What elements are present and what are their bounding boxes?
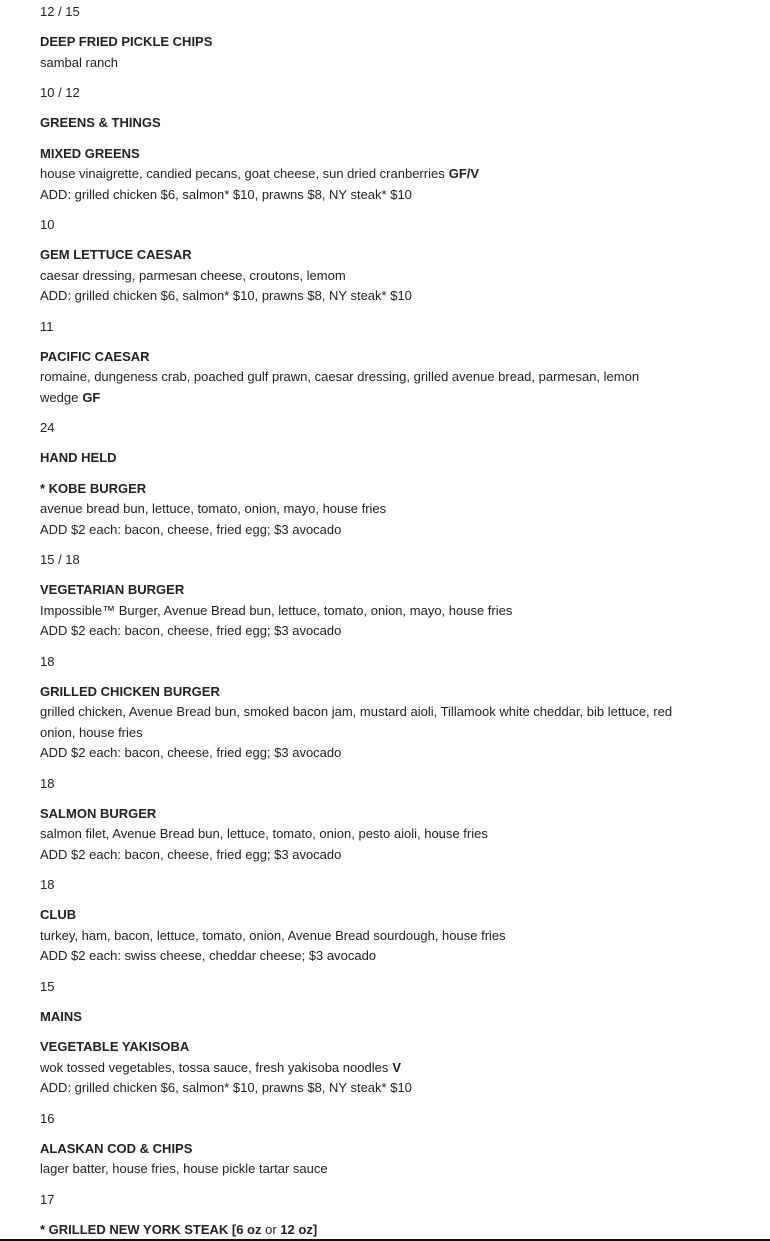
item-name: PACIFIC CAESAR	[40, 348, 150, 364]
item-addons: ADD $2 each: bacon, cheese, fried egg; $3 avocado	[40, 846, 342, 862]
item-description: grilled chicken, Avenue Bread bun, smoked bacon jam, mustard aioli, Tillamook white cheddar, bib lettuce, red	[40, 704, 673, 719]
section-title: HAND HELD	[40, 450, 117, 465]
item-description: caesar dressing, parmesan cheese, croutons, lemom	[40, 267, 346, 283]
item-price: 12 / 15	[40, 4, 80, 19]
item-price: 15	[40, 978, 55, 994]
item-price: 17	[40, 1191, 55, 1207]
item-name: ALASKAN COD & CHIPS	[40, 1140, 193, 1156]
item-name: DEEP FRIED PICKLE CHIPS	[40, 34, 213, 49]
item-addons: ADD $2 each: bacon, cheese, fried egg; $3 avocado	[40, 521, 342, 537]
diet-tag: GF	[82, 389, 101, 405]
item-price: 18	[40, 653, 55, 669]
item-addons: ADD: grilled chicken $6, salmon* $10, prawns $8, NY steak* $10	[40, 186, 412, 202]
item-description-text: house vinaigrette, candied pecans, goat cheese, sun dried cranberries	[40, 166, 445, 181]
item-price: 16	[40, 1110, 55, 1126]
menu-item-grilled-chicken-burger	[40, 682, 730, 764]
section-greens	[40, 113, 730, 134]
section-title: MAINS	[40, 1008, 82, 1024]
item-description-cont: onion, house fries	[40, 724, 143, 740]
menu-item-alaskan-cod	[40, 1139, 730, 1180]
item-name-text: * GRILLED NEW YORK STEAK [	[40, 1221, 237, 1237]
item-description	[40, 164, 730, 185]
item-price: 15 / 18	[40, 552, 80, 567]
menu-item-mixed-greens	[40, 144, 730, 206]
item-description: sambal ranch	[40, 54, 119, 70]
section-mains	[40, 1007, 730, 1028]
menu-item-salmon-burger	[40, 804, 730, 866]
menu-item-club	[40, 905, 730, 967]
item-description-cont	[40, 388, 730, 409]
item-addons: ADD $2 each: bacon, cheese, fried egg; $3 avocado	[40, 623, 342, 638]
item-description-text: wedge	[40, 389, 79, 405]
size-separator: or	[261, 1221, 281, 1237]
section-hand-held	[40, 448, 730, 469]
item-name: GEM LETTUCE CAESAR	[40, 247, 192, 262]
item-name: MIXED GREENS	[40, 145, 140, 161]
item-description	[40, 1058, 730, 1079]
item-description: lager batter, house fries, house pickle tartar sauce	[40, 1161, 328, 1176]
item-price: 18	[40, 775, 55, 791]
menu-item-pacific-caesar	[40, 347, 730, 409]
item-name-end: ]	[312, 1221, 318, 1237]
item-name: VEGETABLE YAKISOBA	[40, 1039, 190, 1054]
diet-tag: V	[392, 1059, 401, 1075]
item-name: VEGETARIAN BURGER	[40, 582, 185, 597]
item-name: CLUB	[40, 907, 77, 922]
item-price: 10	[40, 217, 55, 232]
item-price: 11	[40, 318, 54, 334]
diet-tag: GF/V	[448, 166, 480, 181]
item-name: GRILLED CHICKEN BURGER	[40, 683, 220, 699]
section-title: GREENS & THINGS	[40, 115, 161, 130]
item-name	[40, 1220, 730, 1241]
menu-item-vegetable-yakisoba	[40, 1037, 730, 1099]
item-description: salmon filet, Avenue Bread bun, lettuce, tomato, onion, pesto aioli, house fries	[40, 826, 488, 841]
item-price: 24	[40, 420, 55, 435]
menu-item-kobe-burger	[40, 479, 730, 541]
item-description: romaine, dungeness crab, poached gulf prawn, caesar dressing, grilled avenue bread, parmesan, lemon	[40, 369, 640, 384]
item-addons: ADD $2 each: bacon, cheese, fried egg; $3 avocado	[40, 745, 342, 760]
menu-page	[40, 2, 730, 1241]
size-option-6oz: 6 oz	[236, 1221, 262, 1237]
item-description: turkey, ham, bacon, lettuce, tomato, onion, Avenue Bread sourdough, house fries	[40, 927, 506, 943]
item-name: * KOBE BURGER	[40, 480, 147, 496]
item-description-text: wok tossed vegetables, tossa sauce, fresh yakisoba noodles	[40, 1059, 389, 1075]
item-description: Impossible™ Burger, Avenue Bread bun, lettuce, tomato, onion, mayo, house fries	[40, 602, 513, 618]
item-addons: ADD $2 each: swiss cheese, cheddar cheese; $3 avocado	[40, 948, 377, 963]
menu-item-gem-caesar	[40, 245, 730, 307]
item-addons: ADD: grilled chicken $6, salmon* $10, prawns $8, NY steak* $10	[40, 1080, 412, 1095]
menu-item-ny-steak	[40, 1220, 730, 1241]
menu-item-vegetarian-burger	[40, 580, 730, 642]
item-name: SALMON BURGER	[40, 805, 157, 821]
item-price: 18	[40, 877, 55, 892]
size-option-12oz: 12 oz	[280, 1221, 313, 1237]
item-addons: ADD: grilled chicken $6, salmon* $10, prawns $8, NY steak* $10	[40, 288, 412, 303]
menu-item-pickle-chips	[40, 32, 730, 73]
item-description: avenue bread bun, lettuce, tomato, onion, mayo, house fries	[40, 501, 387, 516]
item-price: 10 / 12	[40, 85, 80, 100]
